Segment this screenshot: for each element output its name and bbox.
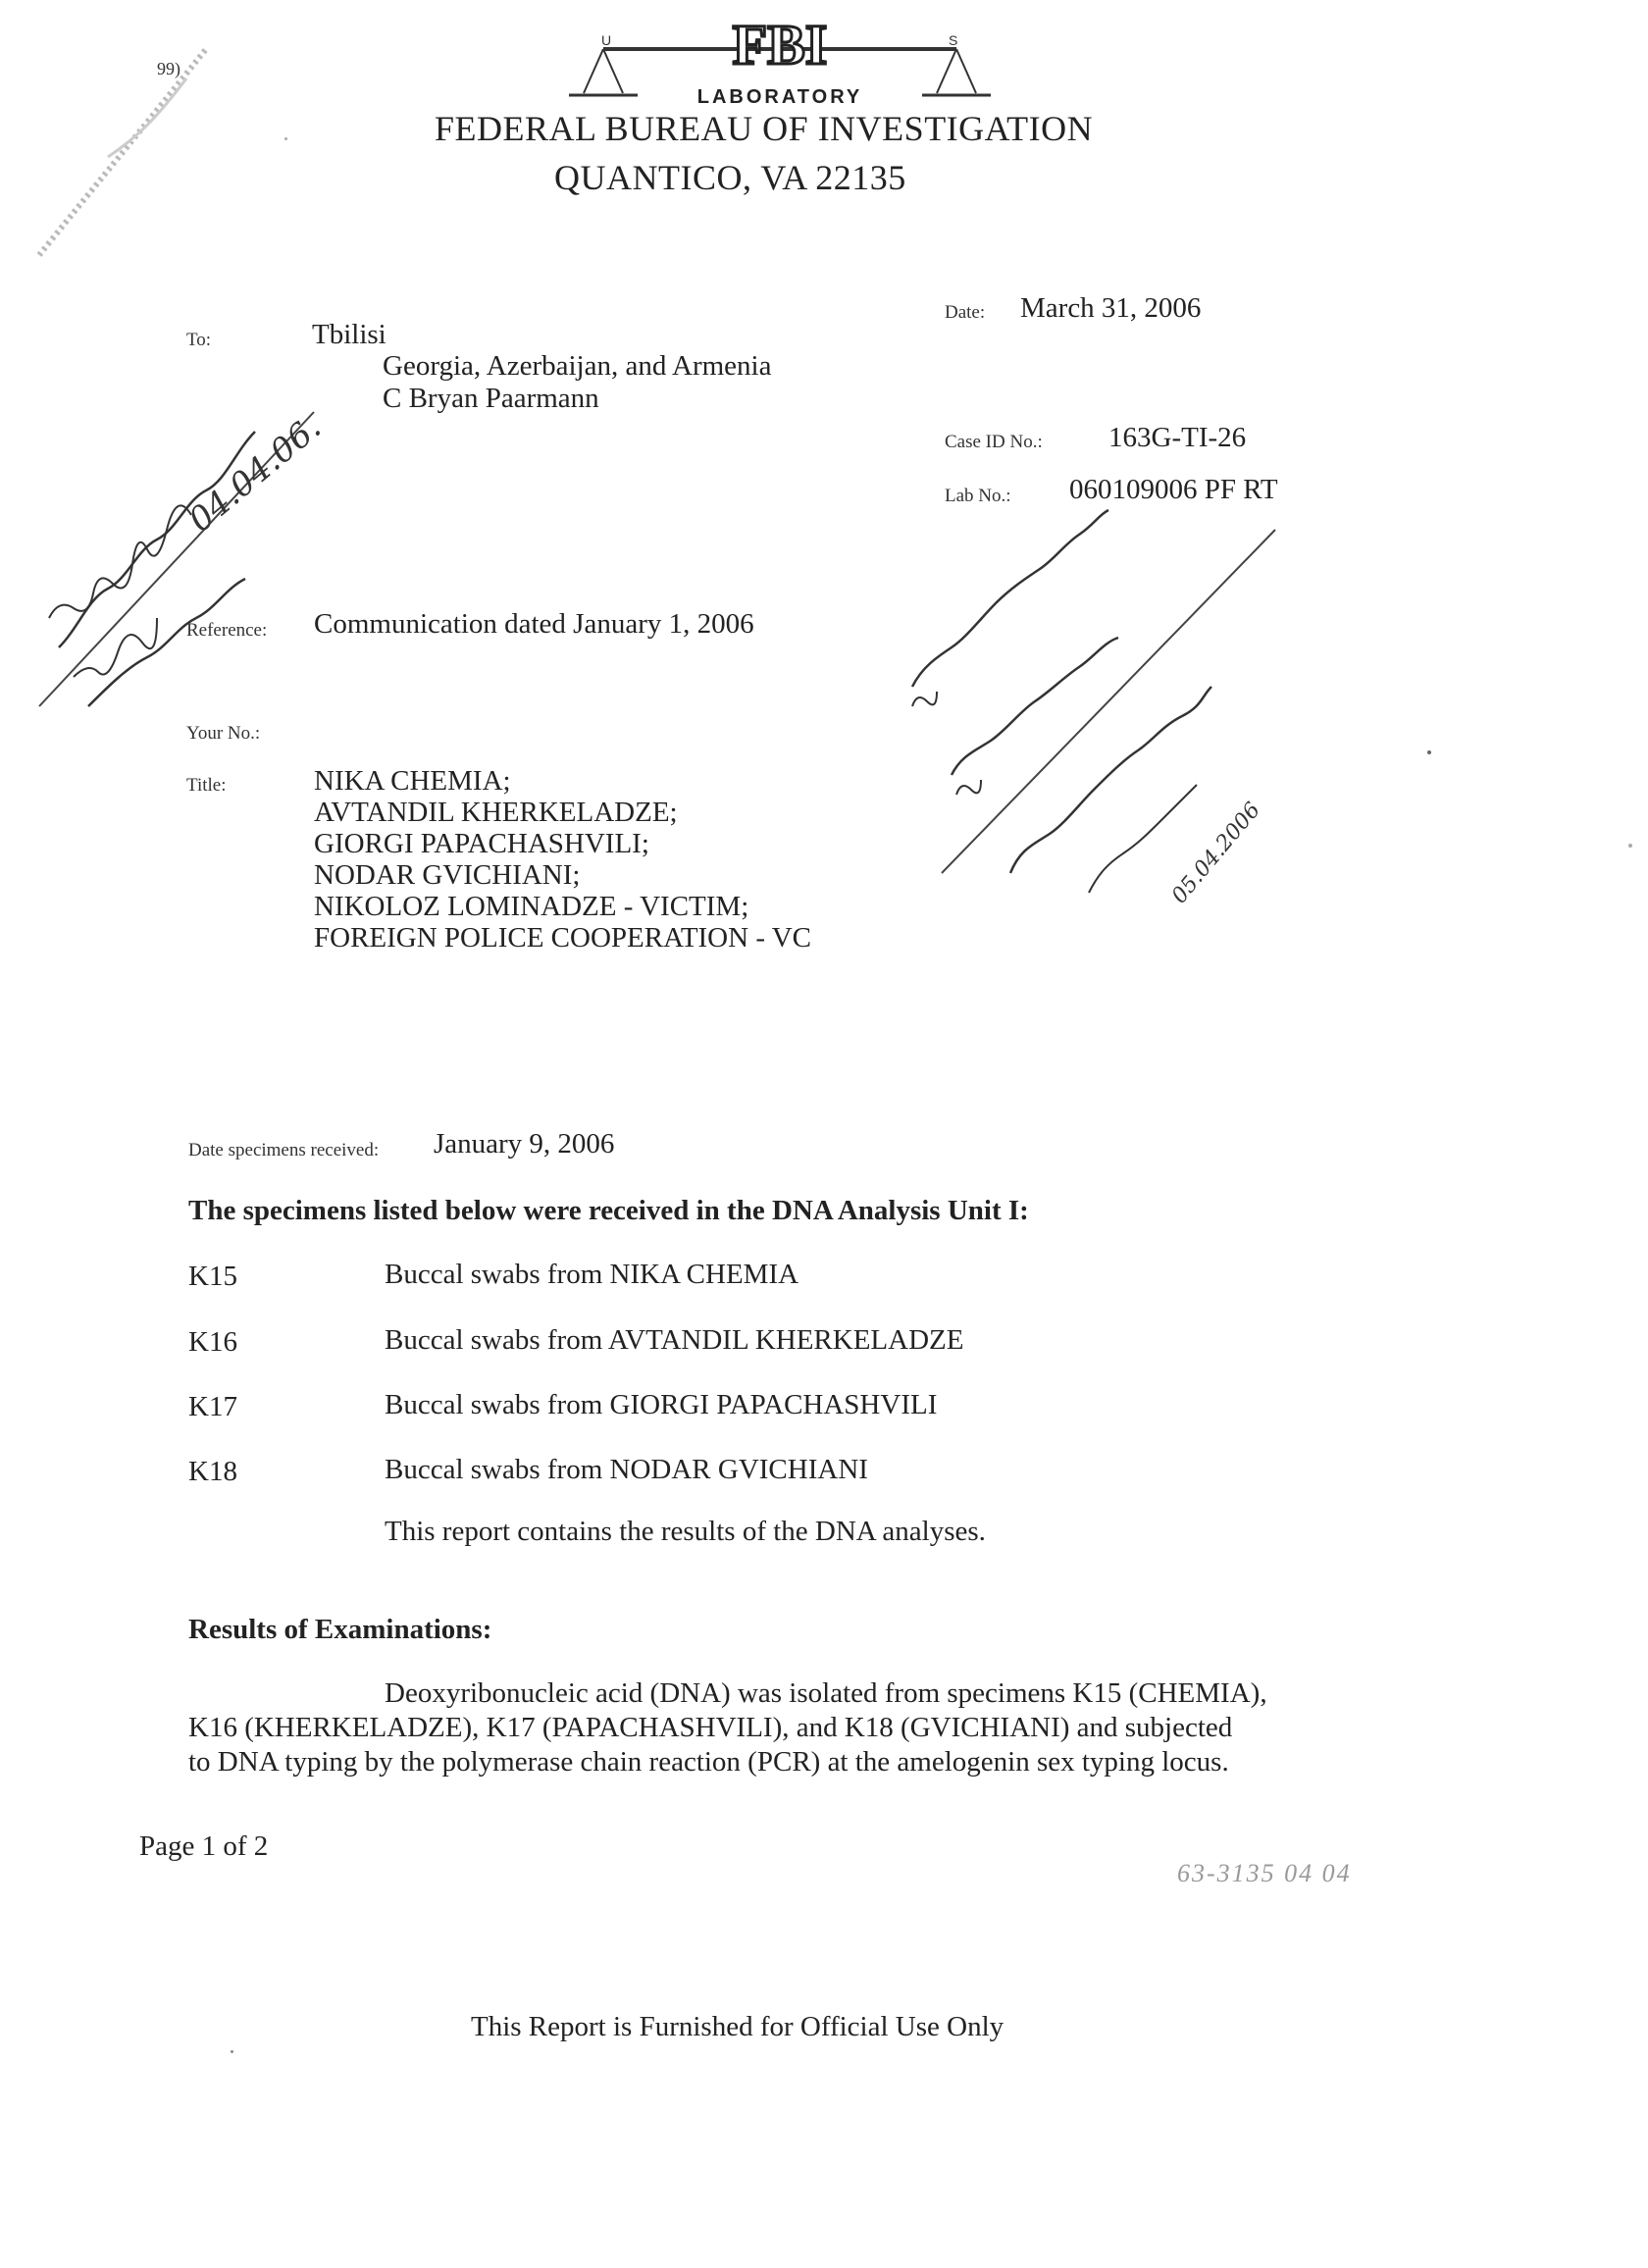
title-line: FOREIGN POLICE COOPERATION - VC (314, 922, 811, 954)
to-region: Georgia, Azerbaijan, and Armenia (383, 350, 772, 382)
specimen-desc: Buccal swabs from NODAR GVICHIANI (385, 1454, 868, 1485)
your-no-label: Your No.: (186, 723, 261, 744)
agency-name: FEDERAL BUREAU OF INVESTIGATION (435, 109, 1094, 148)
official-use-notice: This Report is Furnished for Official Use Only (471, 2011, 1004, 2042)
specimen-id: K16 (188, 1326, 237, 1358)
title-line: GIORGI PAPACHASHVILI; (314, 828, 649, 859)
title-line: NODAR GVICHIANI; (314, 859, 581, 891)
page-number: Page 1 of 2 (139, 1830, 269, 1862)
results-line: Deoxyribonucleic acid (DNA) was isolated from specimens K15 (CHEMIA), (385, 1677, 1267, 1709)
received-label: Date specimens received: (188, 1140, 380, 1160)
handwritten-annotation-left (20, 353, 343, 746)
case-id-value: 163G-TI-26 (1108, 422, 1247, 453)
fbi-laboratory-logo (564, 10, 996, 118)
handwritten-date-left: 04.04.06. (181, 407, 329, 541)
specimen-id: K17 (188, 1391, 237, 1422)
reference-value: Communication dated January 1, 2006 (314, 608, 754, 640)
title-label: Title: (186, 775, 227, 796)
scan-smudge (20, 39, 216, 265)
lab-no-value: 060109006 PF RT (1069, 474, 1278, 505)
stamp-number: 63-3135 04 04 (1177, 1859, 1352, 1887)
title-line: NIKOLOZ LOMINADZE - VICTIM; (314, 891, 749, 922)
to-recipient: C Bryan Paarmann (383, 383, 599, 414)
title-line: NIKA CHEMIA; (314, 765, 511, 797)
logo-letter-u: U (601, 32, 612, 48)
date-value: March 31, 2006 (1020, 292, 1202, 324)
received-value: January 9, 2006 (434, 1128, 615, 1160)
specimen-desc: Buccal swabs from GIORGI PAPACHASHVILI (385, 1389, 938, 1420)
agency-address: QUANTICO, VA 22135 (554, 158, 906, 197)
scan-speck (1427, 750, 1431, 754)
scan-speck (284, 137, 287, 140)
specimen-id: K18 (188, 1456, 237, 1487)
title-line: AVTANDIL KHERKELADZE; (314, 797, 678, 828)
specimen-desc: Buccal swabs from NIKA CHEMIA (385, 1259, 799, 1290)
scan-speck (1628, 844, 1632, 848)
specimens-heading: The specimens listed below were received in the DNA Analysis Unit I: (188, 1195, 1029, 1226)
lab-no-label: Lab No.: (945, 486, 1011, 506)
results-line: K16 (KHERKELADZE), K17 (PAPACHASHVILI), and K18 (GVICHIANI) and subjected (188, 1712, 1233, 1743)
date-label: Date: (945, 302, 986, 323)
form-number-fragment: 99) (157, 59, 180, 78)
to-label: To: (186, 330, 212, 350)
logo-subtitle: LABORATORY (696, 86, 863, 108)
case-id-label: Case ID No.: (945, 432, 1043, 452)
results-line: to DNA typing by the polymerase chain reaction (PCR) at the amelogenin sex typing locus. (188, 1746, 1229, 1778)
handwritten-date-right: 05.04.2006 (1167, 798, 1266, 909)
handwritten-annotation-right (883, 461, 1295, 922)
specimen-desc: Buccal swabs from AVTANDIL KHERKELADZE (385, 1324, 964, 1356)
logo-letter-s: S (949, 32, 958, 48)
to-city: Tbilisi (312, 319, 386, 350)
logo-fbi-text: FBI (732, 13, 828, 77)
report-note: This report contains the results of the DNA analyses. (385, 1516, 986, 1547)
scan-speck (231, 2050, 233, 2053)
results-heading: Results of Examinations: (188, 1614, 492, 1645)
reference-label: Reference: (186, 620, 268, 641)
specimen-id: K15 (188, 1261, 237, 1292)
